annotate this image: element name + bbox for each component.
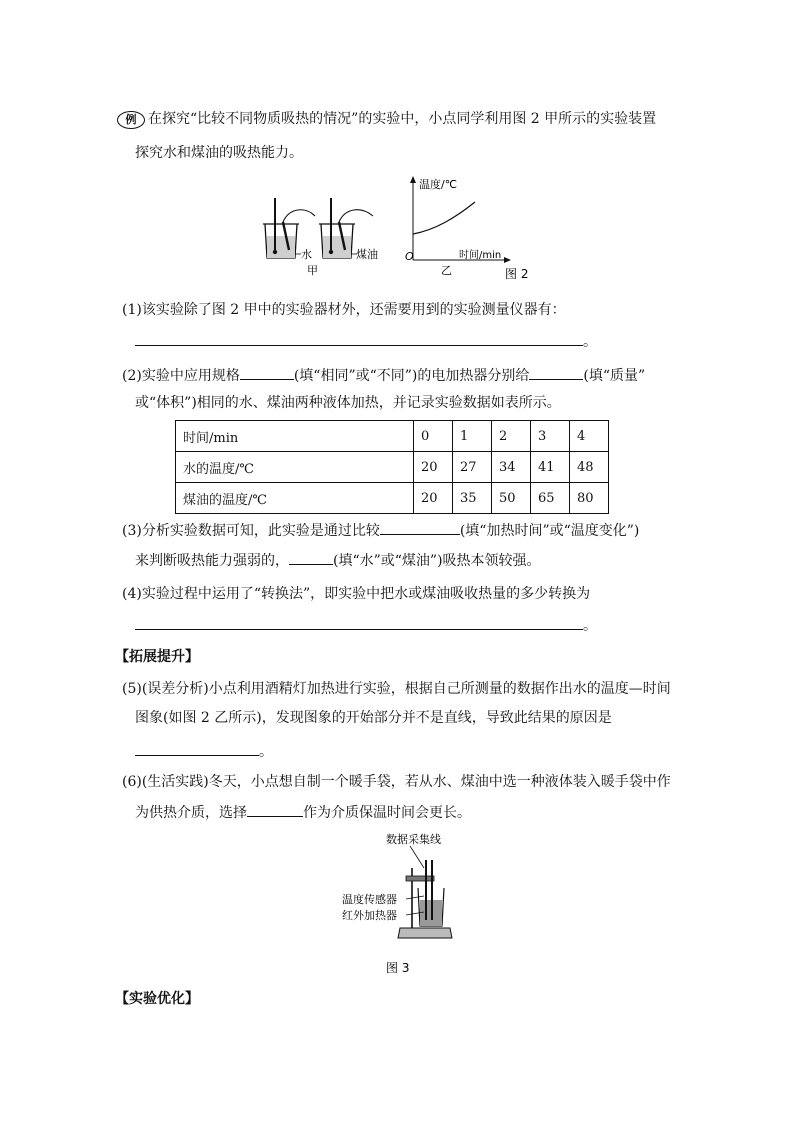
intro-line-1: 例 在探究“比较不同物质吸热的情况”的实验中，小点同学利用图 2 甲所示的实验装置 [117,109,656,129]
x-axis-label: 时间/min [459,250,502,261]
label-temp-sensor: 温度传感器 [342,893,397,906]
table-cell: 20 [414,452,453,483]
table-cell: 65 [531,483,570,514]
origin-label: O [405,250,414,263]
q5-answer-line: 。 [135,741,273,762]
table-cell: 2 [492,421,531,452]
q3-blank-2[interactable] [289,550,333,565]
q2-line-2: 或“体积”)相同的水、煤油两种液体加热，并记录实验数据如表所示。 [135,395,561,411]
q3-line-1: (3)分析实验数据可知，此实验是通过比较 (填“加热时间”或“温度变化”) [122,520,639,541]
q4-blank[interactable] [135,615,583,630]
label-data-cable: 数据采集线 [386,833,441,846]
q1-text: (1)该实验除了图 2 甲中的实验器材外，还需要用到的实验测量仪器有： [122,302,566,318]
table-cell: 27 [453,452,492,483]
table-cell: 41 [531,452,570,483]
table-cell: 4 [570,421,609,452]
q5-line-1: (5)(误差分析)小点利用酒精灯加热进行实验，根据自己所测量的数据作出水的温度—时间 [122,681,671,697]
table-cell: 50 [492,483,531,514]
table-cell: 20 [414,483,453,514]
q2-blank-1[interactable] [240,365,294,380]
intro-line-2: 探究水和煤油的吸热能力。 [135,145,303,161]
caption-yi: 乙 [441,264,452,277]
table-row [176,452,609,483]
q4-answer-line: 。 [135,615,597,636]
water-label: 水 [301,248,312,261]
table-cell: 48 [570,452,609,483]
q4-text: (4)实验过程中运用了“转换法”，即实验中把水或煤油吸收热量的多少转换为 [122,586,591,602]
label-ir-heater: 红外加热器 [342,909,397,922]
section-optimization: 【实验优化】 [115,991,199,1007]
oil-label: 煤油 [356,248,378,261]
q2-blank-2[interactable] [529,365,583,380]
table-cell: 0 [414,421,453,452]
table-row [176,483,609,514]
table-row [176,421,609,452]
figure-3-caption: 图 3 [386,961,410,975]
table-cell: 3 [531,421,570,452]
q1-blank[interactable] [135,331,583,346]
q3-blank-1[interactable] [380,520,460,535]
table-cell: 1 [453,421,492,452]
table-cell: 时间/min [176,421,414,452]
table-cell: 水的温度/℃ [176,452,414,483]
data-table [175,420,609,514]
q5-line-2: 图象(如图 2 乙所示)，发现图象的开始部分并不是直线，导致此结果的原因是 [135,710,612,726]
table-cell: 煤油的温度/℃ [176,483,414,514]
table-cell: 35 [453,483,492,514]
q6-line-2: 为供热介质，选择 作为介质保温时间会更长。 [135,802,471,823]
table-cell: 34 [492,452,531,483]
section-extension: 【拓展提升】 [115,649,199,665]
table-cell: 80 [570,483,609,514]
q2-line-1: (2)实验中应用规格 (填“相同”或“不同”)的电加热器分别给 (填“质量” [122,365,645,386]
example-badge: 例 [117,111,145,129]
temperature-time-graph [405,176,528,281]
temperature-curve [413,202,475,234]
q5-blank[interactable] [135,741,259,756]
caption-jia: 甲 [307,264,318,277]
y-axis-label: 温度/℃ [419,178,458,191]
figure-2 [255,172,545,282]
q6-blank[interactable] [247,802,303,817]
figure-3 [340,830,470,980]
figure-2-title: 图 2 [505,267,529,281]
q3-line-2: 来判断吸热能力强弱的， (填“水”或“煤油”)吸热本领较强。 [135,550,541,571]
q1-answer-line: 。 [135,331,597,352]
q6-line-1: (6)(生活实践)冬天，小点想自制一个暖手袋，若从水、煤油中选一种液体装入暖手袋中作 [122,774,671,790]
